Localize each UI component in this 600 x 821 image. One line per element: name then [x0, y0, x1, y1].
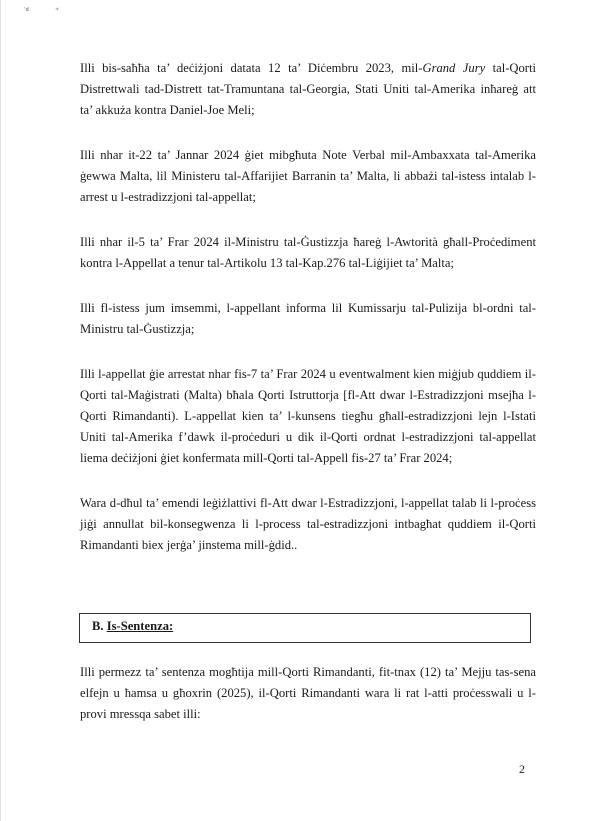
paragraph-commissioner: Illi fl-istess jum imsemmi, l-appellant informa lil Kumissarju tal-Pulizija bl-ordni tal-Ministru tal-Ġustizzja; — [80, 301, 536, 336]
paragraph-indictment-text-start: Illi bis-saħħa ta’ deċiżjoni datata 12 ta’ Diċembru 2023, mil- — [80, 61, 423, 75]
paragraph-note-verbal: Illi nhar it-22 ta’ Jannar 2024 ġiet mibgħuta Note Verbal mil-Ambaxxata tal-Amerika ġewwa Malta, lil Ministeru tal-Affarijiet Barranin ta’ Malta, li abbażi tal-istess intalab l-arrest u l-estradizzjoni tal-appellat; — [80, 148, 536, 204]
section-number: B. — [92, 619, 104, 633]
paragraph-authority: Illi nhar il-5 ta’ Frar 2024 il-Ministru tal-Ġustizzja ħareġ l-Awtorità għall-Proċediment kontra l-Appellat a tenur tal-Artikolu 13 tal-Kap.276 tal-Liġijiet ta’ Malta; — [80, 235, 536, 270]
section-title: Is-Sentenza: — [106, 619, 174, 633]
document-body — [80, 58, 536, 580]
page-number: 2 — [519, 762, 525, 776]
section-heading-box — [79, 613, 531, 643]
corner-mark-right: ⁺ — [55, 6, 60, 15]
paragraph-arrest: Illi l-appellat ġie arrestat nhar fis-7 ta’ Frar 2024 u eventwalment kien miġjub quddiem il-Qorti tal-Maġistrati (Malta) bħala Qorti Istruttorja [fl-Att dwar l-Estradizzjoni msejħa l-Qorti Rimandanti). L-appellat kien ta’ l-kunsens tiegħu għall-estradizzjoni lejn l-Istati Uniti tal-Amerika f’dawk il-proċeduri u dik il-Qorti ordnat l-estradizzjoni tal-appellat liema deċiżjoni ġiet konfermata mill-Qorti tal-Appell fis-27 ta’ Frar 2024; — [80, 367, 536, 465]
section-body — [80, 662, 536, 749]
paragraph-indictment — [80, 58, 536, 121]
corner-mark-left: ʾᵈ — [23, 6, 29, 15]
paragraph-judgment: Illi permezz ta’ sentenza mogħtija mill-Qorti Rimandanti, fit-tnax (12) ta’ Mejju tas-sena elfejn u ħamsa u għoxrin (2025), il-Qorti Rimandanti wara li rat l-atti proċesswali u l-provi mressqa sabet illi: — [80, 665, 536, 721]
paragraph-indictment-text-end: tal-Qorti Distrettwali tad-Distrett tat-Tramuntana tal-Georgia, Stati Uniti tal-Amerika inħareġ att ta’ akkuża kontra Daniel-Joe Meli; — [80, 61, 536, 117]
paragraph-amendments: Wara d-dħul ta’ emendi leġiżlattivi fl-Att dwar l-Estradizzjoni, l-appellat talab li l-proċess jiġi annullat bil-konsegwenza li l-process tal-estradizzjoni intbagħat quddiem il-Qorti Rimandanti biex jerġa’ jinstema mill-ġdid.. — [80, 496, 536, 552]
grand-jury-italic: Grand Jury — [422, 61, 486, 75]
